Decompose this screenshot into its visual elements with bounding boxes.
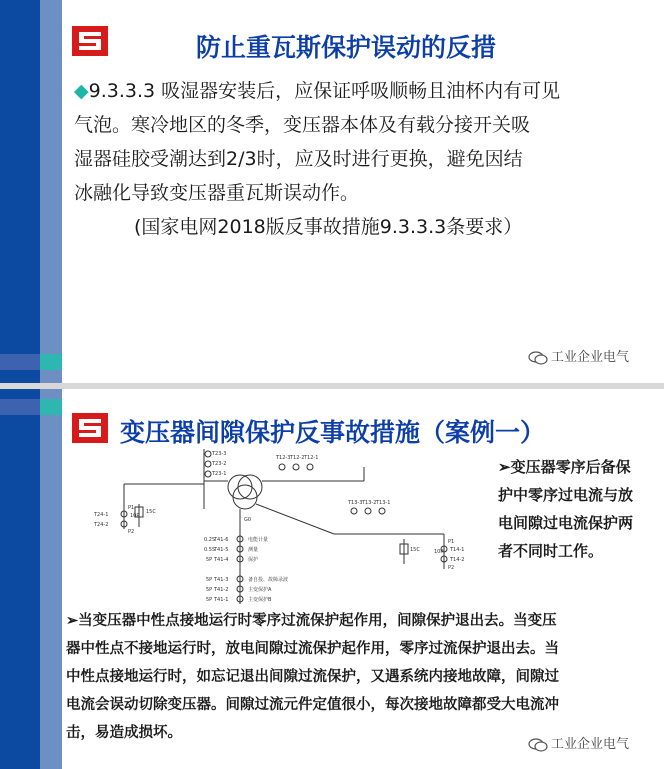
label-t13-1: T13-1 <box>376 500 391 506</box>
label-t23-3: T23-3 <box>212 451 227 457</box>
slide-2-body <box>66 607 662 747</box>
watermark: 工业企业电气 <box>528 346 629 365</box>
company-logo-icon <box>72 413 108 443</box>
sidebar-teal-square <box>40 399 62 415</box>
body-line-2: 器中性点不接地运行时，放电间隙过流保护起作用，零序过流保护退出去。当 <box>66 640 559 657</box>
label-t41-6: T41-6 <box>214 537 229 543</box>
note-prot-a: 主变保护A <box>248 587 272 593</box>
label-t12-2: T12-2 <box>290 455 305 461</box>
label-t41-2: T41-2 <box>214 587 229 593</box>
label-p1-b: P1 <box>448 539 455 545</box>
label-10p-b: 10P <box>434 549 444 555</box>
slide-2 <box>0 389 664 769</box>
label-t41-4: T41-4 <box>214 557 229 563</box>
label-10p: 10P <box>130 513 140 519</box>
label-t24-2: T24-2 <box>94 522 109 528</box>
body-line-5: 击，易造成损坏。 <box>66 724 182 741</box>
citation: (国家电网2018版反事故措施9.3.3.3条要求） <box>134 216 523 238</box>
body-line-1: ➢当变压器中性点接地运行时零序过流保护起作用，间隙保护退出去。当变压 <box>66 612 557 629</box>
label-0.5s: 0.5S <box>204 547 216 553</box>
sidebar-accent-square <box>0 354 40 370</box>
left-sidebar <box>0 0 40 383</box>
label-t23-1: T23-1 <box>212 471 227 477</box>
side-line-3: 电间隙过电流保护两 <box>498 514 634 532</box>
note-protect: 保护 <box>248 557 259 563</box>
label-t41-1: T41-1 <box>214 597 229 603</box>
side-line-4: 者不同时工作。 <box>498 542 604 560</box>
sidebar-accent-square <box>0 399 40 415</box>
sidebar-teal-square <box>40 354 62 370</box>
left-sidebar <box>0 389 40 769</box>
body-line-4: 电流会误动切除变压器。间隙过流元件定值很小，每次接地故障都受大电流冲 <box>66 696 559 713</box>
label-t41-3: T41-3 <box>214 577 229 583</box>
body-line-4: 冰融化导致变压器重瓦斯误动作。 <box>74 182 360 204</box>
left-stripe <box>40 0 62 383</box>
label-15c: 15C <box>146 509 156 515</box>
label-t13-2: T13-2 <box>362 500 377 506</box>
label-p1: P1 <box>128 505 135 511</box>
wechat-icon <box>528 351 548 365</box>
label-t23-2: T23-2 <box>212 461 227 467</box>
label-t12-1: T12-1 <box>304 455 319 461</box>
label-5p-c: 5P <box>206 587 213 593</box>
label-5p-a: 5P <box>206 557 213 563</box>
company-logo-icon <box>72 26 108 56</box>
watermark: 工业企业电气 <box>528 733 629 752</box>
body-line-3: 湿器硅胶受潮达到2/3时，应及时进行更换，避免因结 <box>74 148 523 170</box>
label-5p-d: 5P <box>206 597 213 603</box>
label-5p-b: 5P <box>206 577 213 583</box>
label-0.2s: 0.2S <box>204 537 216 543</box>
note-measure: 测量 <box>248 547 259 553</box>
label-t12-3: T12-3 <box>276 455 291 461</box>
label-g0: G0 <box>244 517 252 523</box>
label-t41-5: T41-5 <box>214 547 229 553</box>
side-line-1: ➢变压器零序后备保 <box>498 458 631 476</box>
body-line-1: ◆9.3.3.3 吸湿器安装后，应保证呼吸顺畅且油杯内有可见 <box>74 80 561 102</box>
label-t13-3: T13-3 <box>348 500 363 506</box>
label-15c-b: 15C <box>410 547 420 553</box>
label-p2: P2 <box>128 529 135 535</box>
note-prot-b: 主变保护B <box>248 597 272 603</box>
body-line-3: 中性点接地运行时，如忘记退出间隙过流保护，又遇系统内接地故障，间隙过 <box>66 668 559 685</box>
body-line-2: 气泡。寒冷地区的冬季，变压器本体及有载分接开关吸 <box>74 114 531 136</box>
wechat-icon <box>528 738 548 752</box>
slide-1 <box>0 0 664 383</box>
diamond-bullet-icon: ◆ <box>74 80 89 102</box>
side-line-2: 护中零序过电流与放 <box>498 486 634 504</box>
label-t24-1: T24-1 <box>94 512 109 518</box>
slide-1-body <box>74 74 560 244</box>
ct-wiring-diagram <box>64 449 494 609</box>
slide-2-side-text <box>498 453 662 565</box>
slide-1-title: 防止重瓦斯保护误动的反措 <box>196 33 497 62</box>
note-recorder: 备自投、故障录波 <box>248 577 289 583</box>
label-t14-1: T14-1 <box>450 547 465 553</box>
note-metering: 电能计量 <box>248 537 269 543</box>
slide-2-title: 变压器间隙保护反事故措施（案例一） <box>120 418 546 447</box>
label-t14-2: T14-2 <box>450 557 465 563</box>
left-stripe <box>40 389 62 769</box>
label-p2-b: P2 <box>448 565 455 571</box>
